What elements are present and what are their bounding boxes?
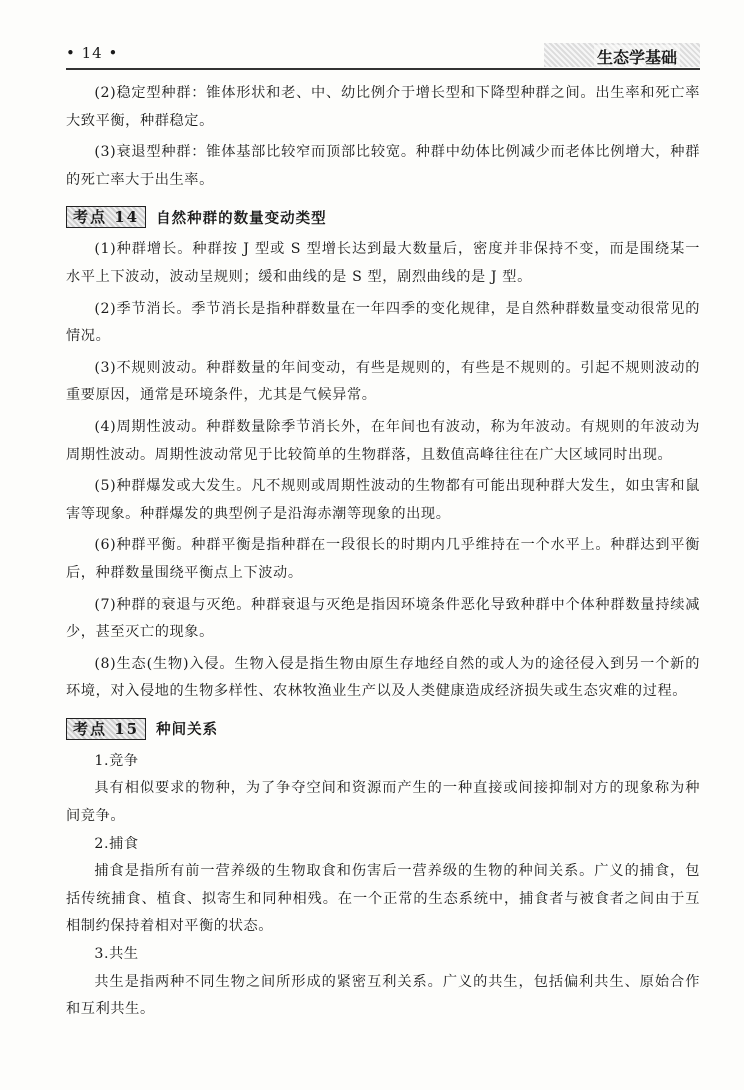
page-content <box>66 80 700 1024</box>
subheading: 3.共生 <box>94 946 139 963</box>
paragraph: (1)种群增长。种群按 J 型或 S 型增长达到最大数量后，密度并非保持不变，而是围绕某一水平上下波动，波动呈规则；缓和曲线的是 S 型，剧烈曲线的是 J 型。 <box>66 241 700 285</box>
paragraph: (3)不规则波动。种群数量的年间变动，有些是规则的，有些是不规则的。引起不规则波动的重要原因，通常是环境条件，尤其是气候异常。 <box>66 359 700 404</box>
paragraph: (7)种群的衰退与灭绝。种群衰退与灭绝是指因环境条件恶化导致种群中个体种群数量持续减少，甚至灭亡的现象。 <box>66 596 700 641</box>
paragraph: 具有相似要求的物种，为了争夺空间和资源而产生的一种直接或间接抑制对方的现象称为种间竞争。 <box>66 780 700 825</box>
paragraph: (2)季节消长。季节消长是指种群数量在一年四季的变化规律，是自然种群数量变动很常见的情况。 <box>66 300 700 345</box>
header-title-box <box>544 43 700 67</box>
subheading: 2.捕食 <box>94 835 139 852</box>
page-header <box>66 40 700 72</box>
section-title: 种间关系 <box>156 721 219 739</box>
paragraph: 共生是指两种不同生物之间所形成的紧密互利关系。广义的共生，包括偏利共生、原始合作和互利共生。 <box>66 973 700 1018</box>
paragraph: (3)衰退型种群：锥体基部比较窄而顶部比较宽。种群中幼体比例减少而老体比例增大，种群的死亡率大于出生率。 <box>66 144 700 188</box>
paragraph: (8)生态(生物)入侵。生物入侵是指生物由原生存地经自然的或人为的途径侵入到另一个新的环境，对入侵地的生物多样性、农林牧渔业生产以及人类健康造成经济损失或生态灾难的过程。 <box>66 655 700 700</box>
section-label: 考点 15 <box>66 718 146 740</box>
paragraph: 捕食是指所有前一营养级的生物取食和伤害后一营养级的生物的种间关系。广义的捕食，包括传统捕食、植食、拟寄生和同种相残。在一个正常的生态系统中，捕食者与被食者之间由于互相制约保持着相对平衡的状态。 <box>66 863 700 935</box>
subheading: 1.竞争 <box>94 752 139 769</box>
paragraph: (5)种群爆发或大发生。凡不规则或周期性波动的生物都有可能出现种群大发生，如虫害和鼠害等现象。种群爆发的典型例子是沿海赤潮等现象的出现。 <box>66 478 700 522</box>
paragraph: (2)稳定型种群：锥体形状和老、中、幼比例介于增长型和下降型种群之间。出生率和死亡率大致平衡，种群稳定。 <box>66 85 700 129</box>
paragraph: (6)种群平衡。种群平衡是指种群在一段很长的时期内几乎维持在一个水平上。种群达到平衡后，种群数量围绕平衡点上下波动。 <box>66 537 700 581</box>
section-heading-15 <box>66 716 700 742</box>
paragraph: (4)周期性波动。种群数量除季节消长外，在年间也有波动，称为年波动。有规则的年波动为周期性波动。周期性波动常见于比较简单的生物群落，且数值高峰往往在广大区域同时出现。 <box>66 418 700 463</box>
section-heading-14 <box>66 204 700 230</box>
section-title: 自然种群的数量变动类型 <box>156 209 327 227</box>
book-title: 生态学基础 <box>594 45 680 68</box>
section-label: 考点 14 <box>66 206 146 228</box>
header-rule <box>66 68 700 70</box>
page-number: • 14 • <box>66 44 119 62</box>
